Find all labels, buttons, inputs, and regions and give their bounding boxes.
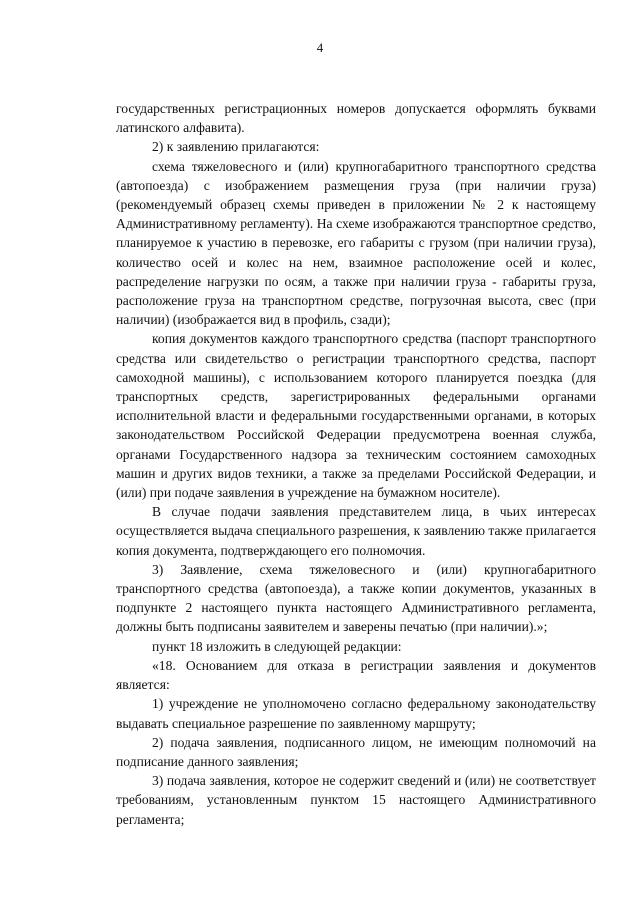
- paragraph-refusal-1: 1) учреждение не уполномочено согласно федеральному законодательству выдавать специальное разрешение по заявленному маршруту;: [116, 696, 596, 731]
- paragraph-representative: В случае подачи заявления представителем лица, в чьих интересах осуществляется выдача специального разрешения, к заявлению также прилагается копия документа, подтверждающего его полномочия.: [116, 504, 596, 558]
- paragraph-point-18-heading: «18. Основанием для отказа в регистрации заявления и документов является:: [116, 657, 596, 693]
- paragraph-vehicle-scheme: схема тяжеловесного и (или) крупногабаритного транспортного средства (автопоезда) с изображением размещения груза (при наличии груза) (рекомендуемый образец схемы приведен в приложении № 2 к настоящему Административному регламенту). На схеме изображаются транспортное средство, планируемое к участию в перевозке, его габариты с грузом (при наличии груза), количество осей и колес на нем, взаимное расположение осей и колес, распределение нагрузки по осям, а также при наличии груза - габариты груза, расположение груза на транспортном средстве, погрузочная высота, свес (при наличии) (изображается вид в профиль, сзади);: [116, 158, 596, 328]
- page-number: 4: [316, 40, 324, 55]
- paragraph-document-copies: копия документов каждого транспортного средства (паспорт транспортного средства или свидетельство о регистрации транспортного средства, паспорт самоходной машины), с использованием которого планируется поездка (для транспортных средств, зарегистрированных федеральными органами исполнительной власти и федеральными государственными органами, в которых законодательством Российской Федерации предусмотрена военная служба, органами Государственного надзора за техническим состоянием самоходных машин и других видов техники, а также за пределами Российской Федерации, и (или) при подаче заявления в учреждение на бумажном носителе).: [116, 331, 596, 501]
- document-body: [116, 99, 596, 829]
- paragraph-item-3-signatures: 3) Заявление, схема тяжеловесного и (или) крупногабаритного транспортного средства (автопоезда), а также копии документов, указанных в подпункте 2 настоящего пункта настоящего Административного регламента, должны быть подписаны заявителем и заверены печатью (при наличии).»;: [116, 561, 596, 635]
- paragraph-continuation: государственных регистрационных номеров допускается оформлять буквами латинского алфавита).: [116, 101, 596, 136]
- paragraph-refusal-2: 2) подача заявления, подписанного лицом, не имеющим полномочий на подписание данного заявления;: [116, 734, 596, 769]
- paragraph-point-18-intro: пункт 18 изложить в следующей редакции:: [152, 638, 402, 654]
- paragraph-item-2-heading: 2) к заявлению прилагаются:: [152, 139, 320, 155]
- paragraph-refusal-3: 3) подача заявления, которое не содержит сведений и (или) не соответствует требованиям, установленным пунктом 15 настоящего Административного регламента;: [116, 773, 596, 827]
